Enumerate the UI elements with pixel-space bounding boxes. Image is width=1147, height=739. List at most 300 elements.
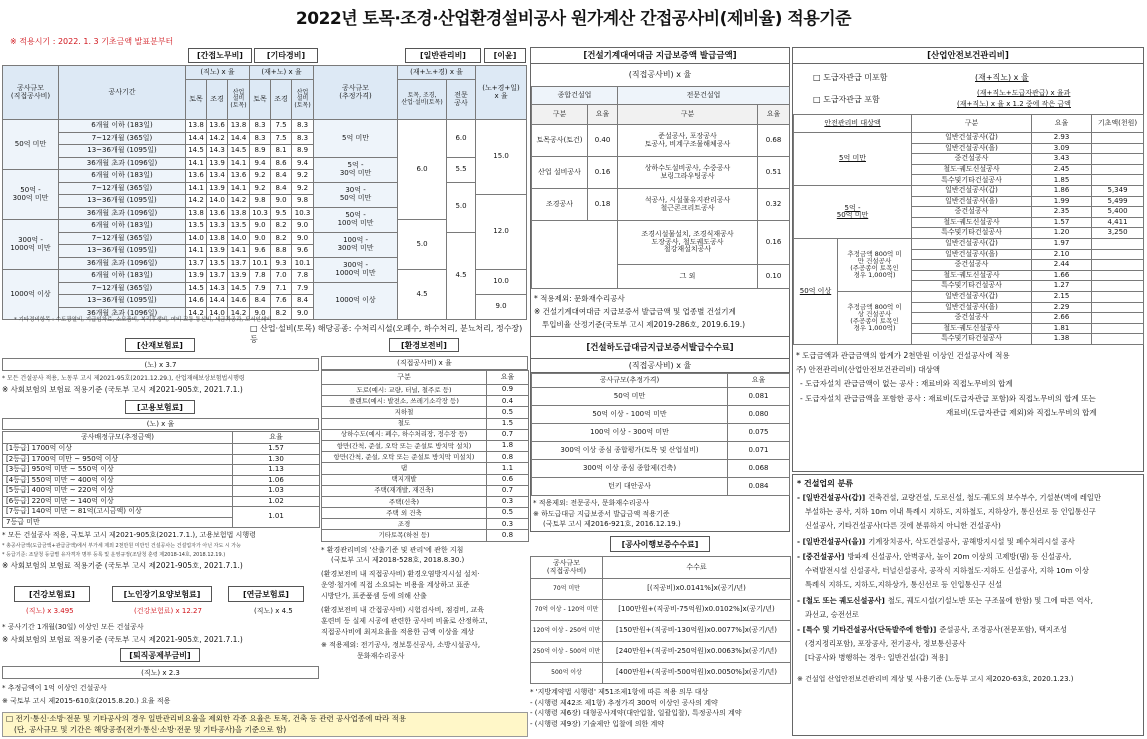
bottom-note-1: □ 전기·통신·소방·전문 및 기타공사의 경우 일반관리비요율을 제외한 각종 요율은 토목, 건축 등 관련 공사업종에 따라 적용: [6, 714, 407, 723]
subcontract-scale-cell: 50억 미만: [532, 388, 728, 406]
rate-cell: 8.4: [250, 295, 271, 308]
social-insurance-ref: ※ 사회보험의 보험료 적용기준 (국토부 고시 제2021-905호, 2021.7.1.): [2, 635, 243, 644]
estimated-scale-cell: 5억 미만: [314, 120, 398, 158]
safety-rate-cell: 2.45: [1032, 164, 1092, 175]
environment-note-10: 문화재수리공사: [357, 652, 405, 661]
sub-header-industrial: 산업 설비 (토목): [292, 80, 314, 120]
bond-fee-cell: [(직공비)x0.0141%]x(공기/년): [603, 579, 791, 600]
period-cell: 36개월 초과 (1096일): [59, 257, 186, 270]
period-cell: 13~36개월 (1095일): [59, 145, 186, 158]
rate-cell: 14.1: [228, 157, 250, 170]
employment-grade-cell: [3등급] 950억 미만 ~ 550억 이상: [3, 465, 233, 476]
specialty-rate-cell: 0.32: [758, 189, 790, 221]
rate-cell: 7.8: [250, 270, 271, 283]
rate-cell: 8.4: [271, 182, 292, 195]
bond-table: [530, 556, 791, 684]
rate-cell: 10.3: [250, 207, 271, 220]
subcontract-section: [530, 336, 790, 532]
industrial-ref: ※ 사회보험의 보험료 적용기준 (국토부 고시 제2021-905호, 2021.7.1.): [2, 385, 243, 394]
general-admin-header: [일반관리비]: [405, 48, 481, 63]
safety-rate-cell: 1.38: [1032, 334, 1092, 345]
safety-rate-cell: 3.43: [1032, 154, 1092, 165]
classification-head: - [일반건설공사(갑)]: [797, 493, 866, 502]
safety-rate-cell: 2.44: [1032, 260, 1092, 271]
classification-line: 신설공사, 기타건설공사(다른 것에 분류하지 아니한 건설공사): [805, 521, 1001, 531]
rate-cell: 14.0: [207, 307, 228, 320]
bond-note-3: - (시행령 제6장) 대형공사계약(대안입찰, 일괄입찰), 특정공사의 계약: [530, 709, 742, 717]
bond-fee-cell: [400만원+(직공비-500억원)x0.0050%]x(공기/년): [603, 663, 791, 684]
subcontract-rate-cell: 0.081: [728, 388, 790, 406]
rate-cell: 9.2: [250, 170, 271, 183]
environment-col-rate: 요율: [487, 371, 529, 385]
rate-cell: 13.9: [207, 182, 228, 195]
rate-cell: 9.0: [250, 220, 271, 233]
col-category: 구분: [618, 105, 758, 125]
environment-rate-cell: 1.1: [487, 463, 529, 474]
bond-scale-cell: 70억 미만: [531, 579, 603, 600]
profit-rate: 9.0: [476, 295, 527, 320]
specialty-category-cell: 상하수도설비공사, 수중공사 보링그라우팅공사: [618, 157, 758, 189]
general-rate-specialty: 6.0: [447, 120, 476, 158]
subcontract-rate-cell: 0.080: [728, 406, 790, 424]
rate-cell: 14.3: [207, 282, 228, 295]
classification-head: - [특수 및 기타건설공사(단독발주에 한함)]: [797, 624, 937, 634]
rate-cell: 13.8: [228, 207, 250, 220]
classification-line-wrap: [797, 651, 1139, 665]
environment-note-4: 운영·철거에 직접 소요되는 비용을 계상하고 표준: [321, 581, 470, 590]
classification-item: [797, 550, 1139, 593]
safety-subgroup-under-800: 추정금액 800억 미 만 건설공사 (주공종이 토목인 경우 1,000억): [838, 238, 912, 291]
subcontract-scale-cell: 300억 이상 종심 종합제(건축): [532, 460, 728, 478]
bond-note-1: * '지방계약법 시행령' 제51조제1항에 따른 적용 의무 대상: [530, 688, 709, 696]
safety-section: [792, 47, 1144, 472]
period-cell: 6개월 이하 (183일): [59, 270, 186, 283]
safety-option-include: □ 도급자관급 포함: [813, 95, 880, 104]
general-rate-civil: 6.0: [398, 120, 447, 220]
safety-rate-cell: 2.66: [1032, 313, 1092, 324]
safety-base-cell: [1092, 133, 1144, 144]
long-term-care-formula: (건강보험료) x 12.27: [134, 607, 202, 615]
classification-head: - [철도 또는 궤도신설공사]: [797, 595, 885, 605]
classification-line-wrap: [797, 564, 1139, 578]
specialty-rate-cell: 0.68: [758, 125, 790, 157]
safety-category-cell: 일반건설공사(갑): [912, 133, 1032, 144]
rate-cell: 7.6: [271, 295, 292, 308]
bond-fee-cell: [100만원+(직공비-75억원)x0.0102%]x(공기/년): [603, 600, 791, 621]
rate-cell: 9.0: [271, 195, 292, 208]
period-cell: 7~12개월 (365일): [59, 182, 186, 195]
rate-cell: 8.6: [271, 157, 292, 170]
rate-cell: 9.4: [250, 157, 271, 170]
rate-cell: 13.4: [207, 170, 228, 183]
rate-cell: 7.8: [292, 270, 314, 283]
employment-rate-cell: 1.02: [233, 496, 320, 507]
bond-scale-cell: 70억 이상 - 120억 미만: [531, 600, 603, 621]
page-title: 2022년 토목·조경·산업환경설비공사 원가계산 간접공사비(제비율) 적용기준: [295, 9, 852, 29]
safety-base-cell: [1092, 164, 1144, 175]
other-expense-footnote: * 기타경비항목 : 수도광열비, 지급임차료, 소모품비, 복리후생비, 여비·교통·통신비, 세금과공과, 도서인쇄비: [14, 317, 272, 323]
safety-base-cell: [1092, 260, 1144, 271]
sub-header-landscape: 조경: [207, 80, 228, 120]
rate-cell: 14.2: [207, 132, 228, 145]
safety-base-cell: [1092, 249, 1144, 260]
bond-scale-cell: 250억 이상 - 500억 미만: [531, 642, 603, 663]
environment-table: [321, 370, 529, 542]
environment-category-cell: 항만(간척, 준설, 오탁 또는 준설토 방치막 설치): [322, 440, 487, 451]
environment-rate-cell: 0.9: [487, 385, 529, 396]
safety-rate-cell: 1.20: [1032, 228, 1092, 239]
general-formula: (재+노+경) x 율: [398, 66, 476, 80]
rate-cell: 14.2: [186, 195, 207, 208]
specialty-rate-cell: 0.51: [758, 157, 790, 189]
rate-cell: 13.8: [186, 207, 207, 220]
subcontract-rate-cell: 0.071: [728, 442, 790, 460]
classification-item: [797, 491, 1139, 534]
rate-cell: 7.9: [292, 282, 314, 295]
safety-category-cell: 특수및기타건설공사: [912, 228, 1032, 239]
safety-col-base: 기초액(천원): [1092, 115, 1144, 133]
rate-cell: 13.9: [228, 270, 250, 283]
estimated-scale-header: 공사규모 (추정가격): [314, 66, 398, 120]
scale-group-label: 50억 - 300억 미만: [3, 170, 59, 220]
safety-note-no-gov: - 도급자설치 관급금액이 없는 공사 : 재료비와 직접노무비의 합계: [800, 379, 1013, 389]
industrial-note: * 모든 건설공사 적용, 노동부 고시 제2021-95호(2021.12.29.), 산업재해보상보험법시행령: [2, 375, 245, 382]
scale-group-label: 1000억 이상: [3, 270, 59, 320]
rate-cell: 13.8: [207, 232, 228, 245]
rate-cell: 8.1: [271, 145, 292, 158]
period-cell: 6개월 이하 (183일): [59, 220, 186, 233]
employment-col-rate: 요율: [233, 432, 320, 444]
rate-cell: 13.9: [207, 245, 228, 258]
rate-cell: 14.5: [186, 145, 207, 158]
subcontract-note-2: ※ 하도급대금 지급보증서 발급금액 적용기준: [533, 509, 670, 518]
subcontract-scale-cell: 300억 이상 종심 종합평가(토목 및 산업설비): [532, 442, 728, 460]
profit-header: [이윤]: [484, 48, 526, 63]
retirement-note: * 추정금액이 1억 이상인 건설공사: [2, 684, 107, 692]
safety-category-cell: 일반건설공사(을): [912, 249, 1032, 260]
safety-rate-cell: 1.81: [1032, 323, 1092, 334]
safety-rate-cell: 2.15: [1032, 291, 1092, 302]
safety-category-cell: 일반건설공사(을): [912, 143, 1032, 154]
general-rate-civil: 4.5: [398, 270, 447, 320]
safety-formula-include-2: (재+직노) x 율 x 1.2 중에 작은 금액: [957, 100, 1071, 108]
safety-category-cell: 일반건설공사(갑): [912, 291, 1032, 302]
subcontract-rate-cell: 0.084: [728, 478, 790, 496]
environment-rate-cell: 0.5: [487, 508, 529, 519]
effective-date-note: ※ 적용시기 : 2022. 1. 3 기초금액 발표분부터: [10, 37, 174, 46]
safety-base-cell: [1092, 323, 1144, 334]
employment-ref: ※ 사회보험의 보험료 적용기준 (국토부 고시 제2021-905호, 2021.7.1.): [2, 561, 243, 570]
environment-section: [321, 338, 528, 662]
specialty-category-cell: 석공사, 시설물유지관리공사 철근콘크리트공사: [618, 189, 758, 221]
general-sub-header-civil: 토목, 조경, 산업·설비(토목): [398, 80, 447, 120]
industrial-title: [산재보험료]: [125, 338, 195, 352]
labor-formula: (직노) x 율: [186, 66, 250, 80]
employment-grade-cell: [5등급] 400억 미만 ~ 220억 이상: [3, 486, 233, 497]
safety-rate-cell: 1.57: [1032, 217, 1092, 228]
environment-category-cell: 조경: [322, 519, 487, 530]
health-formula: (직노) x 3.495: [26, 607, 74, 615]
classification-line: 부설하는 공사, 지하 10m 이내 특례시 지하도, 지하철도, 지하상가, 통신선로 등 인입통신구: [805, 507, 1096, 517]
col-rate: 요율: [758, 105, 790, 125]
safety-col-rate: 요율: [1032, 115, 1092, 133]
environment-note-8: 직접공사비에 최저요율을 적용한 금액 이상을 계상: [321, 627, 475, 636]
safety-category-cell: 중건설공사: [912, 313, 1032, 324]
pension-formula: (직노) x 4.5: [254, 607, 293, 615]
classification-line: [다공사와 병행하는 경우: 일반건설(갑) 적용]: [805, 653, 948, 663]
environment-category-cell: 기타토목(하천 등): [322, 530, 487, 541]
rate-cell: 10.3: [292, 207, 314, 220]
period-cell: 13~36개월 (1095일): [59, 245, 186, 258]
rate-cell: 8.4: [292, 295, 314, 308]
classification-line: 준설공사, 조경공사(전문포함), 택지조성: [939, 624, 1068, 634]
safety-base-cell: 5,400: [1092, 207, 1144, 218]
rate-cell: 13.7: [228, 257, 250, 270]
classification-line: 과선교, 승전선로: [805, 609, 859, 619]
estimated-scale-cell: 30억 - 50억 미만: [314, 182, 398, 207]
environment-rate-cell: 0.7: [487, 429, 529, 440]
environment-note-9: ※ 적용제외: 전기공사, 정보통신공사, 소방시설공사,: [321, 641, 481, 650]
rate-cell: 14.4: [207, 295, 228, 308]
safety-note-with-gov-2: 재료비(도급자관급 제외)와 직접노무비의 합계: [946, 407, 1097, 417]
empty-cell: [532, 221, 618, 289]
safety-title: [산업안전보건관리비]: [793, 48, 1143, 64]
retirement-formula: (직노) x 2.3: [2, 666, 319, 679]
classification-line: 특례식 지하도, 지하도,지하상가, 통신선로 등 인입통신구 신설: [805, 580, 1003, 590]
other-expense-header: [기타경비]: [254, 48, 318, 63]
rate-cell: 8.3: [292, 120, 314, 133]
safety-base-cell: [1092, 302, 1144, 313]
safety-rate-cell: 3.09: [1032, 143, 1092, 154]
rate-cell: 8.2: [271, 307, 292, 320]
safety-col-target: 안전관리비 대상액: [794, 115, 912, 133]
rate-cell: 14.1: [186, 157, 207, 170]
safety-base-cell: [1092, 291, 1144, 302]
general-contractor-header: 종합건설업: [532, 87, 618, 105]
bond-note-4: - (시행령 제9장) 기술제안 입찰에 의한 계약: [530, 719, 664, 728]
long-term-care-title: [노인장기요양보험료]: [112, 586, 212, 602]
bond-note-2: - (시행령 제42조 제1항) 추정가격 300억 이상인 공사의 계약: [530, 698, 718, 707]
environment-note-6: (환경보전비 내 간접공사비) 시험검사비, 점검비, 교육: [321, 605, 485, 614]
environment-category-cell: 주택(재개발, 재건축): [322, 485, 487, 496]
classification-line: (경지정리포함), 포장공사, 전기공사, 정보통신공사: [805, 639, 966, 649]
rate-cell: 8.3: [292, 132, 314, 145]
rate-cell: 7.0: [271, 270, 292, 283]
safety-formula-include-1: (재+직노+도급자관급) x 율과: [977, 89, 1071, 97]
safety-base-cell: 3,250: [1092, 228, 1144, 239]
rate-cell: 9.6: [250, 245, 271, 258]
bottom-note-box: [2, 712, 528, 737]
general-rate-cell: 0.16: [588, 157, 618, 189]
safety-formula-exclude: (재+직노) x 율: [975, 73, 1029, 82]
safety-category-cell: 일반건설공사(갑): [912, 185, 1032, 196]
rate-cell: 9.0: [292, 220, 314, 233]
rate-cell: 9.5: [271, 207, 292, 220]
environment-category-cell: 댐: [322, 463, 487, 474]
environment-rate-cell: 0.5: [487, 407, 529, 418]
rate-cell: 13.6: [186, 170, 207, 183]
rate-cell: 8.2: [271, 232, 292, 245]
safety-rate-cell: 2.93: [1032, 133, 1092, 144]
guarantee-note-exclusion: * 적용제외: 문화재수리공사: [534, 294, 625, 303]
employment-col-scale: 공사배정규모(추정금액): [3, 432, 233, 444]
rate-cell: 9.2: [250, 182, 271, 195]
industrial-facility-note: □ 산업·설비(토목) 해당공종: 수처리시설(오폐수, 하수처리, 분뇨처리, 정수장) 등: [250, 324, 523, 344]
general-rate-specialty: 4.5: [447, 232, 476, 320]
safety-rate-cell: 1.85: [1032, 175, 1092, 186]
employment-insurance-section: [2, 400, 319, 571]
guarantee-note-standard: ※ 건설기계대여대금 지급보증서 발급금액 및 업종별 건설기계: [534, 306, 736, 316]
rate-cell: 14.5: [228, 145, 250, 158]
rate-cell: 7.5: [271, 132, 292, 145]
rate-cell: 8.8: [271, 245, 292, 258]
employment-grade-cell: 7등급 미만: [3, 517, 233, 528]
scale-group-label: 300억 - 1000억 미만: [3, 220, 59, 270]
profit-formula: (노+경+일) x 율: [476, 66, 527, 120]
classification-line: 기계장치공사, 삭도건설공사, 공해방지시설 및 폐수처리시설 공사: [868, 536, 1075, 546]
employment-note-3: * 등급기준: 조달청 등급별 유자격자 명부 등록 및 운영규정(조달청 훈령 제2018-14호, 2018.12.19.): [2, 552, 226, 558]
environment-rate-cell: 0.8: [487, 530, 529, 541]
rate-cell: 14.1: [186, 245, 207, 258]
safety-base-cell: [1092, 270, 1144, 281]
safety-category-cell: 특수및기타건설공사: [912, 334, 1032, 345]
rate-cell: 13.6: [207, 207, 228, 220]
rate-cell: 13.8: [186, 120, 207, 133]
health-title: [건강보험료]: [14, 586, 90, 602]
classification-line-wrap: [797, 578, 1139, 592]
rate-cell: 9.0: [250, 232, 271, 245]
rate-cell: 14.0: [186, 232, 207, 245]
employment-grade-cell: [6등급] 220억 미만 ~ 140억 이상: [3, 496, 233, 507]
estimated-scale-cell: 300억 - 1000억 미만: [314, 257, 398, 282]
safety-base-cell: 4,411: [1092, 217, 1144, 228]
general-rate-specialty: 5.5: [447, 157, 476, 182]
safety-rate-cell: 2.29: [1032, 302, 1092, 313]
rate-cell: 9.0: [292, 307, 314, 320]
scale-group-label: 50억 미만: [3, 120, 59, 170]
classification-list: [797, 491, 1139, 666]
environment-note-5: 시방단가, 표준품셈 등에 의해 산출: [321, 592, 427, 600]
col-category: 구분: [532, 105, 588, 125]
environment-category-cell: 철도: [322, 418, 487, 429]
environment-formula: (직접공사비) x 율: [321, 356, 528, 370]
rate-cell: 8.4: [271, 170, 292, 183]
subcontract-note-3: (국토부 고시 제2016-921호, 2016.12.19.): [543, 520, 681, 528]
subcontract-formula: (직접공사비) x 율: [628, 361, 692, 370]
col-rate: 요율: [588, 105, 618, 125]
employment-rate-cell: 1.01: [233, 507, 320, 528]
retirement-title: [퇴직공제부금비]: [120, 648, 200, 662]
classification-section: [792, 474, 1144, 736]
safety-rate-cell: 1.86: [1032, 185, 1092, 196]
employment-rate-cell: 1.57: [233, 444, 320, 455]
safety-rate-cell: 1.27: [1032, 281, 1092, 292]
subcontract-table: [531, 373, 790, 496]
bond-section: [530, 536, 790, 729]
classification-ref: ※ 건설업 산업안전보건관리비 계상 및 사용기준 (노동부 고시 제2020-63호, 2020.1.23.): [797, 674, 1074, 683]
safety-category-cell: 중건설공사: [912, 154, 1032, 165]
sub-header-landscape: 조경: [271, 80, 292, 120]
environment-title: [환경보전비]: [389, 338, 459, 352]
safety-category-cell: 일반건설공사(갑): [912, 238, 1032, 249]
specialty-contractor-header: 전문건설업: [618, 87, 790, 105]
safety-option-exclude: □ 도급자관급 미포함: [813, 73, 888, 82]
safety-base-cell: [1092, 313, 1144, 324]
classification-line: 건축건설, 교량건설, 도로신설, 철도·궤도의 보수부수, 기설분(벽에 레일만: [868, 493, 1102, 502]
rate-cell: 8.3: [250, 132, 271, 145]
retirement-section: [2, 648, 319, 706]
environment-rate-cell: 0.8: [487, 452, 529, 463]
safety-base-cell: [1092, 238, 1144, 249]
subcontract-note-1: * 적용제외: 전문공사, 문화재수리공사: [533, 499, 650, 507]
estimated-scale-cell: 1000억 이상: [314, 282, 398, 320]
rate-cell: 13.5: [228, 220, 250, 233]
main-rate-table: [2, 65, 527, 320]
safety-group-under-5: 5억 미만: [794, 133, 912, 186]
rate-cell: 7.5: [271, 120, 292, 133]
rate-cell: 9.6: [292, 245, 314, 258]
rate-cell: 14.4: [228, 132, 250, 145]
environment-col-category: 구분: [322, 371, 487, 385]
environment-note-1: * 환경관리비의 '산출기준 및 관리'에 관한 지침: [321, 545, 464, 554]
environment-category-cell: 주택 외 건축: [322, 508, 487, 519]
specialty-rate-cell: 0.10: [758, 265, 790, 289]
employment-rate-cell: 1.06: [233, 475, 320, 486]
rate-cell: 14.0: [207, 195, 228, 208]
rate-cell: 13.7: [186, 257, 207, 270]
subcontract-col-scale: 공사규모(추정가격): [532, 374, 728, 388]
general-rate-cell: 0.18: [588, 189, 618, 221]
safety-note-applicability: * 도급금액과 관급금액의 합계가 2천만원 이상인 건설공사에 적용: [796, 350, 1010, 360]
safety-base-cell: [1092, 281, 1144, 292]
industrial-insurance-section: [2, 338, 319, 395]
employment-title: [고용보험료]: [125, 400, 195, 414]
safety-base-cell: [1092, 154, 1144, 165]
environment-rate-cell: 1.5: [487, 418, 529, 429]
rate-cell: 10.1: [292, 257, 314, 270]
period-cell: 13~36개월 (1095일): [59, 195, 186, 208]
bond-scale-cell: 500억 이상: [531, 663, 603, 684]
classification-item: [797, 594, 1139, 622]
pension-title: [연금보험료]: [228, 586, 304, 602]
bond-col-fee: 수수료: [603, 557, 791, 579]
rate-cell: 9.4: [292, 157, 314, 170]
guarantee-title: [건설기계대여대금 지급보증액 발급금액]: [531, 48, 789, 64]
employment-formula: (노) x 율: [2, 418, 319, 430]
safety-category-cell: 특수및기타건설공사: [912, 281, 1032, 292]
rate-cell: 7.1: [271, 282, 292, 295]
retirement-ref: ※ 국토부 고시 제2015-610호(2015.8.20.) 요율 적용: [2, 697, 171, 705]
safety-base-cell: [1092, 143, 1144, 154]
general-rate-cell: 0.40: [588, 125, 618, 157]
general-category-cell: 산업 설비공사: [532, 157, 588, 189]
rate-cell: 8.2: [271, 220, 292, 233]
subcontract-scale-cell: 50억 이상 - 100억 미만: [532, 406, 728, 424]
rate-cell: 8.9: [292, 145, 314, 158]
sub-header-civil: 토목: [186, 80, 207, 120]
environment-category-cell: 주택(신축): [322, 496, 487, 507]
employment-grade-cell: [2등급] 1700억 미만 ~ 950억 이상: [3, 454, 233, 465]
sub-header-civil: 토목: [250, 80, 271, 120]
environment-category-cell: 택지개발: [322, 474, 487, 485]
general-category-cell: 조경공사: [532, 189, 588, 221]
estimated-scale-cell: 100억 - 300억 미만: [314, 232, 398, 257]
rate-cell: 13.5: [207, 257, 228, 270]
rate-cell: 14.6: [186, 295, 207, 308]
safety-rate-cell: 1.97: [1032, 238, 1092, 249]
rate-cell: 14.1: [228, 245, 250, 258]
period-cell: 6개월 이하 (183일): [59, 120, 186, 133]
